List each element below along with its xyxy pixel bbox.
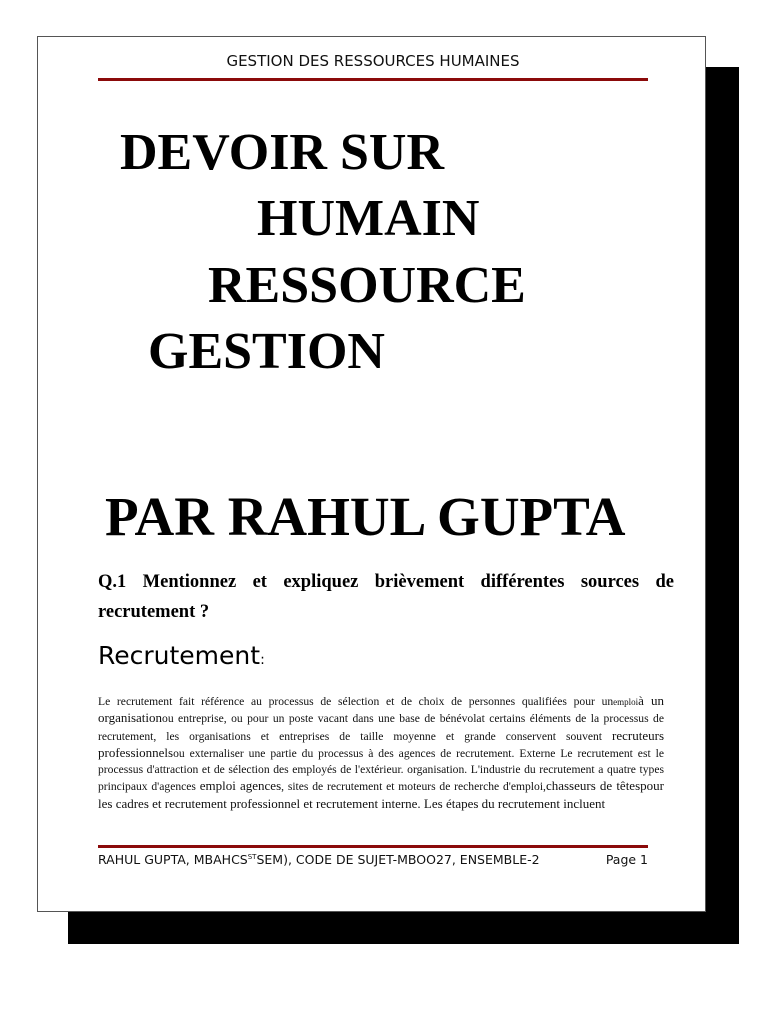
body-paragraph bbox=[98, 693, 664, 813]
body-emploi: emploi bbox=[613, 697, 639, 707]
body-recruteurs: recruteurs professionnels bbox=[98, 727, 665, 760]
footer-left bbox=[98, 852, 540, 867]
body-emploi-agences: emploi agences bbox=[199, 778, 282, 794]
section-heading bbox=[98, 641, 265, 670]
body-organisation: organisation bbox=[98, 710, 163, 726]
document-page bbox=[37, 36, 706, 912]
section-heading-text: Recrutement bbox=[98, 641, 261, 670]
author-line: PAR RAHUL GUPTA bbox=[105, 486, 626, 547]
running-header: GESTION DES RESSOURCES HUMAINES bbox=[226, 52, 520, 70]
footer-suffix: SEM), CODE DE SUJET-MBOO27, ENSEMBLE-2 bbox=[256, 852, 540, 867]
title-line-4: GESTION bbox=[148, 323, 385, 380]
title-line-3: RESSOURCE bbox=[208, 257, 526, 314]
body-text-3: ou externaliser une partie du processus à des agences de recrutement. Externe Le recrutement est le processus d'attraction et de sélection des employés de l'extérieur. organisation. L'industrie du recrutement a quatre types principaux d'agences bbox=[98, 746, 664, 794]
footer-prefix: RAHUL GUPTA, MBAHCS bbox=[98, 852, 248, 867]
header-rule bbox=[98, 78, 648, 81]
footer-sup: ST bbox=[247, 852, 257, 861]
body-text-5: pour les cadres et recrutement professionnel et recrutement interne. Les étapes du recrutement incluent bbox=[98, 778, 664, 811]
page-number: Page 1 bbox=[605, 852, 648, 867]
footer-rule bbox=[98, 845, 648, 848]
body-text-1: Le recrutement fait référence au processus de sélection et de choix de personnes qualifiées pour un bbox=[98, 695, 614, 708]
question-heading: Q.1 Mentionnez et expliquez brièvement différentes sources de recrutement ? bbox=[98, 572, 674, 622]
body-a-un: à un bbox=[638, 693, 664, 708]
section-heading-colon: : bbox=[260, 652, 265, 668]
title-line-2: HUMAIN bbox=[257, 190, 480, 247]
body-text-2: ou entreprise, ou pour un poste vacant dans une base de bénévolat certains éléments de la processus de recrutement, les organisations et entreprises de taille moyenne et grande conservent souvent bbox=[98, 712, 664, 743]
title-line-1: DEVOIR SUR bbox=[120, 124, 445, 181]
body-chasseurs: chasseurs de têtes bbox=[545, 778, 641, 794]
body-text-4: , sites de recrutement et moteurs de recherche d'emploi, bbox=[281, 780, 546, 794]
